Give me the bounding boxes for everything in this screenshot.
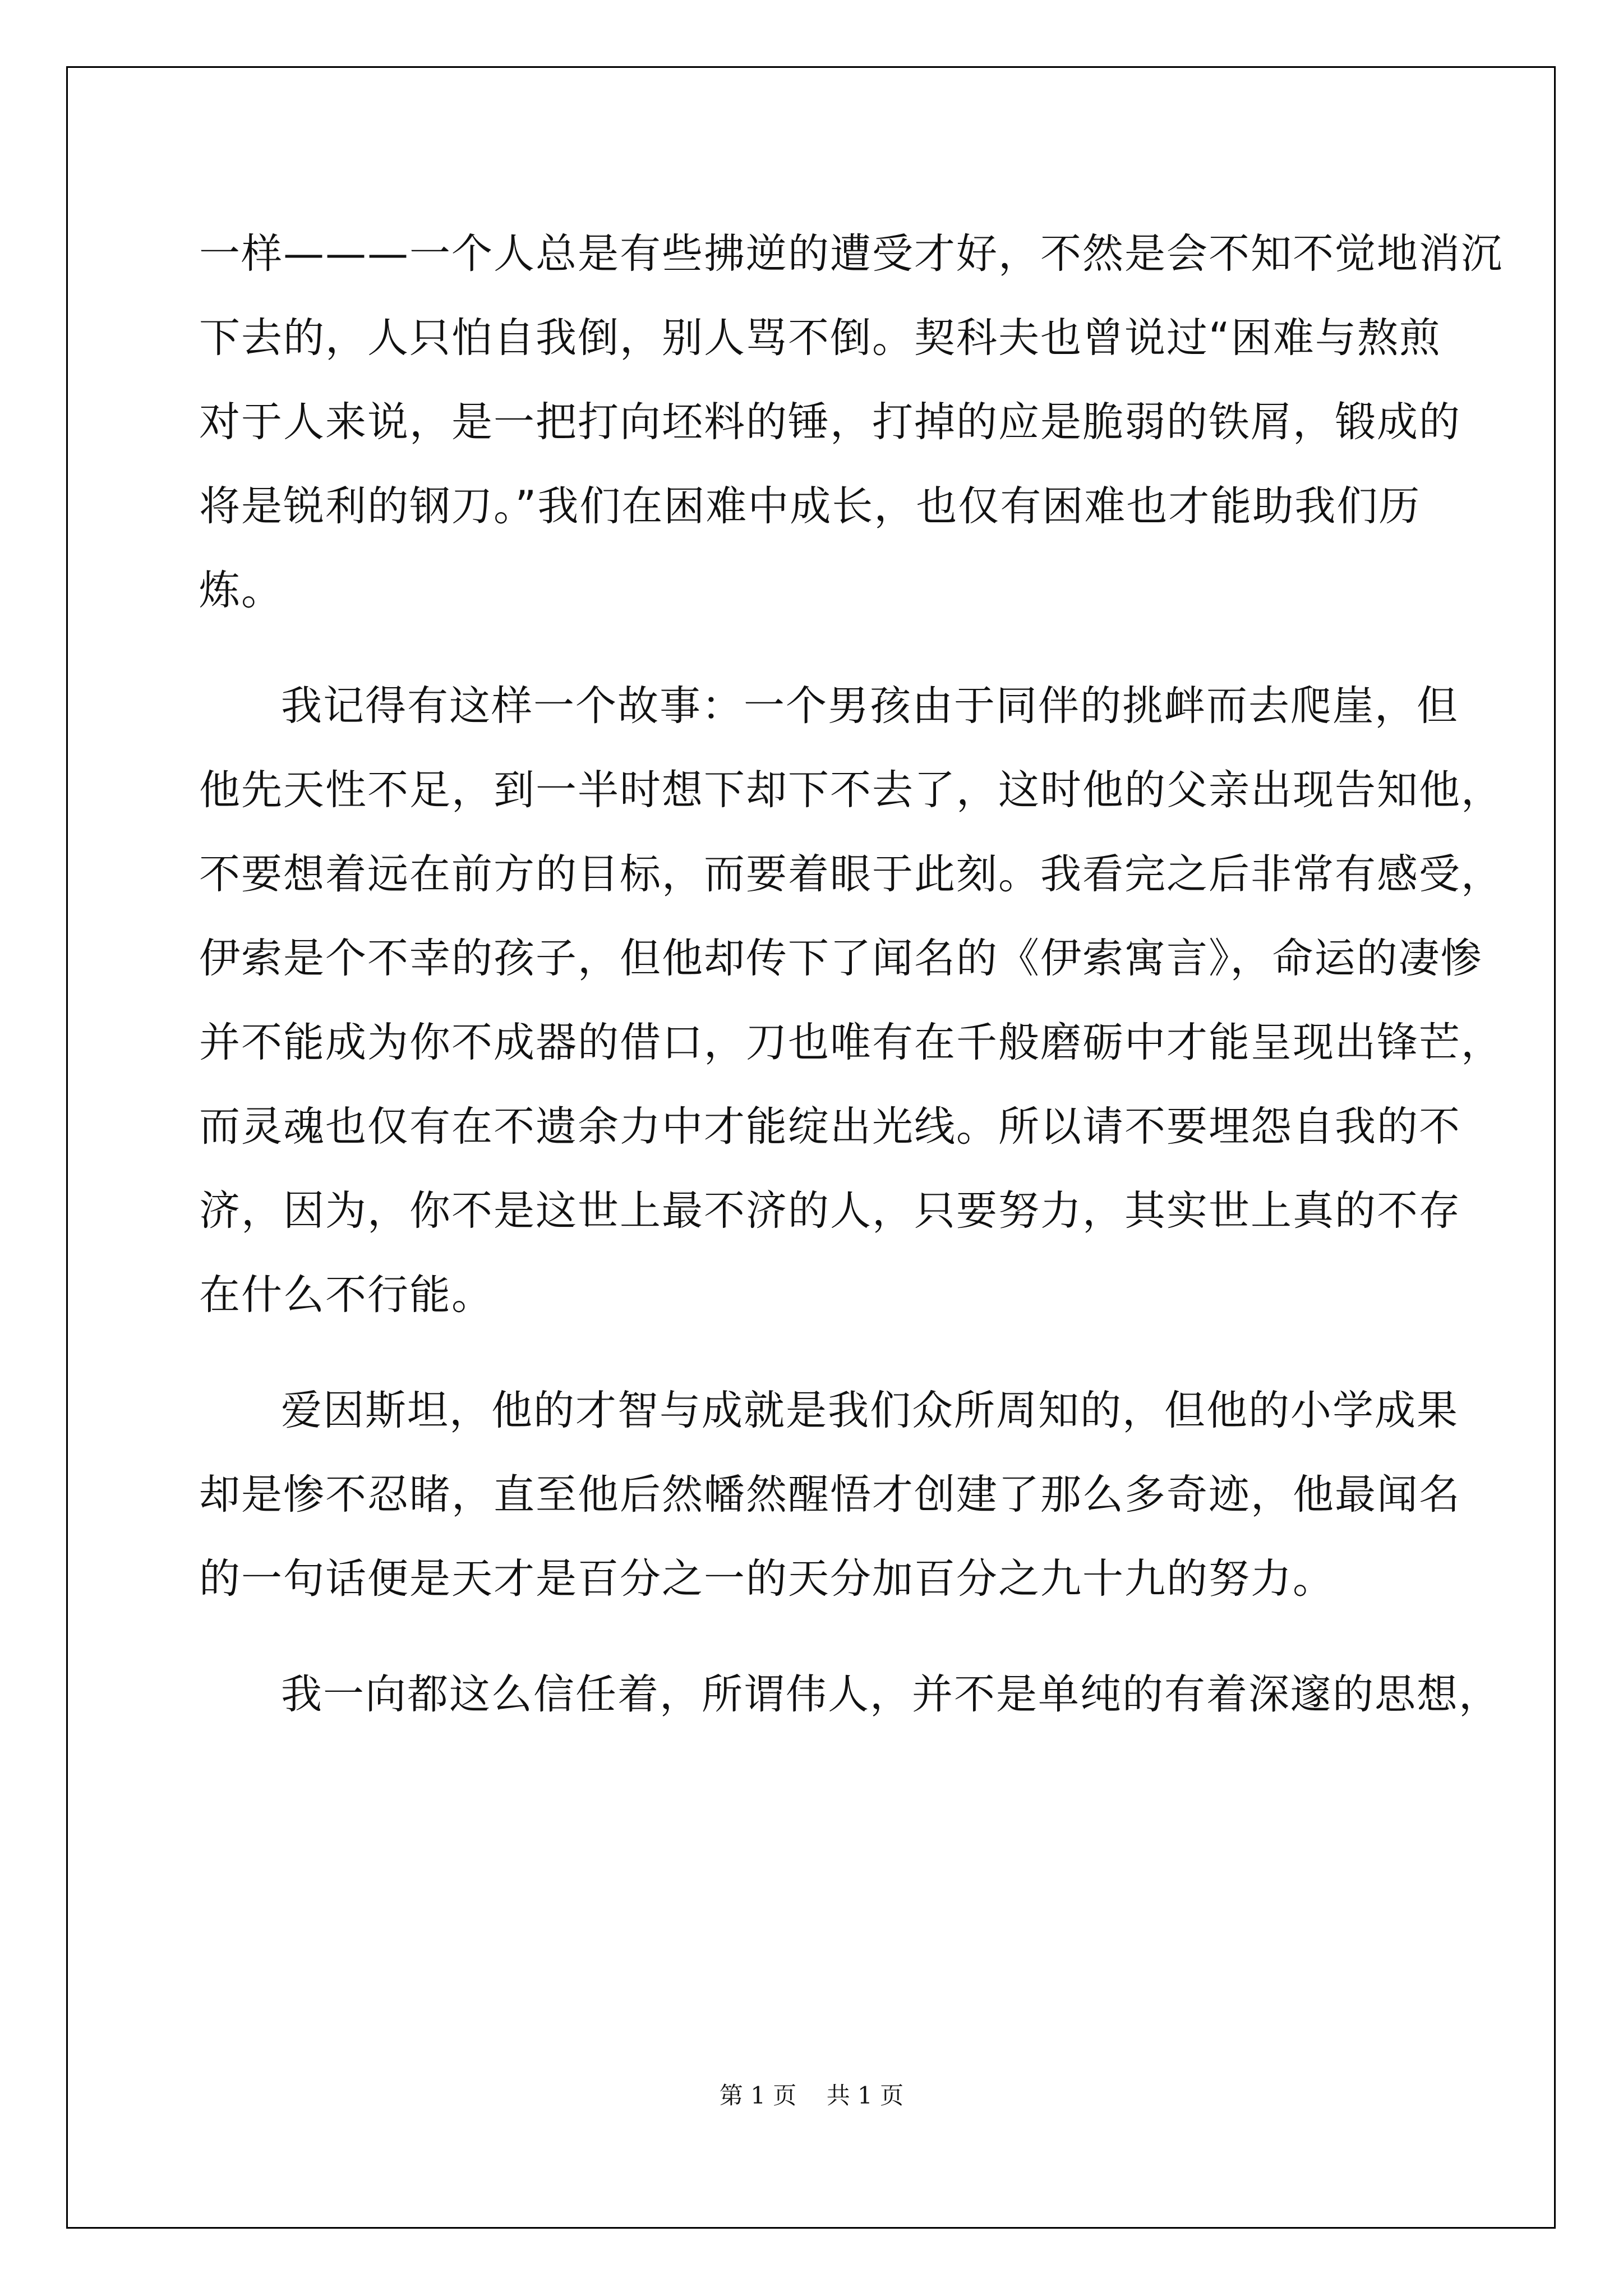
text-line: 一样———一个人总是有些拂逆的遭受才好，不然是会不知不觉地消沉: [199, 230, 1503, 278]
paragraph-gap: [199, 1621, 1433, 1653]
text-line: 对于人来说，是一把打向坯料的锤，打掉的应是脆弱的铁屑，锻成的: [199, 398, 1461, 446]
text-line: 济，因为，你不是这世上最不济的人，只要努力，其实世上真的不存: [199, 1187, 1461, 1235]
text-line: 爱因斯坦，他的才智与成就是我们众所周知的，但他的小学成果: [281, 1387, 1459, 1434]
text-line: 并不能成为你不成器的借口，刀也唯有在千般磨砺中才能呈现出锋芒，: [199, 1019, 1503, 1066]
text-line: 却是惨不忍睹，直至他后然幡然醒悟才创建了那么多奇迹，他最闻名: [199, 1471, 1461, 1519]
text-line: 我记得有这样一个故事：一个男孩由于同伴的挑衅而去爬崖，但: [281, 682, 1459, 730]
text-line: 的一句话便是天才是百分之一的天分加百分之九十九的努力。: [199, 1555, 1335, 1603]
text-line: 伊索是个不幸的孩子，但他却传下了闻名的《伊索寓言》，命运的凄惨: [199, 935, 1483, 982]
document-body: [199, 212, 1503, 1737]
text-line: 炼。: [199, 567, 283, 614]
paragraph-gap: [199, 1337, 1433, 1369]
text-line: 在什么不行能。: [199, 1271, 494, 1319]
page-number-footer: 第 1 页 共 1 页: [719, 2082, 904, 2109]
text-line: 而灵魂也仅有在不遗余力中才能绽出光线。所以请不要埋怨自我的不: [199, 1103, 1461, 1151]
text-line: 不要想着远在前方的目标，而要着眼于此刻。我看完之后非常有感受，: [199, 850, 1503, 898]
text-line: 下去的，人只怕自我倒，别人骂不倒。契科夫也曾说过“困难与熬煎: [199, 314, 1441, 362]
paragraph-gap: [199, 633, 1433, 664]
text-line: 我一向都这么信任着，所谓伟人，并不是单纯的有着深邃的思想，: [281, 1671, 1501, 1718]
text-line: 将是锐利的钢刀。”我们在困难中成长，也仅有困难也才能助我们历: [199, 482, 1421, 530]
text-line: 他先天性不足，到一半时想下却下不去了，这时他的父亲出现告知他，: [199, 766, 1503, 814]
